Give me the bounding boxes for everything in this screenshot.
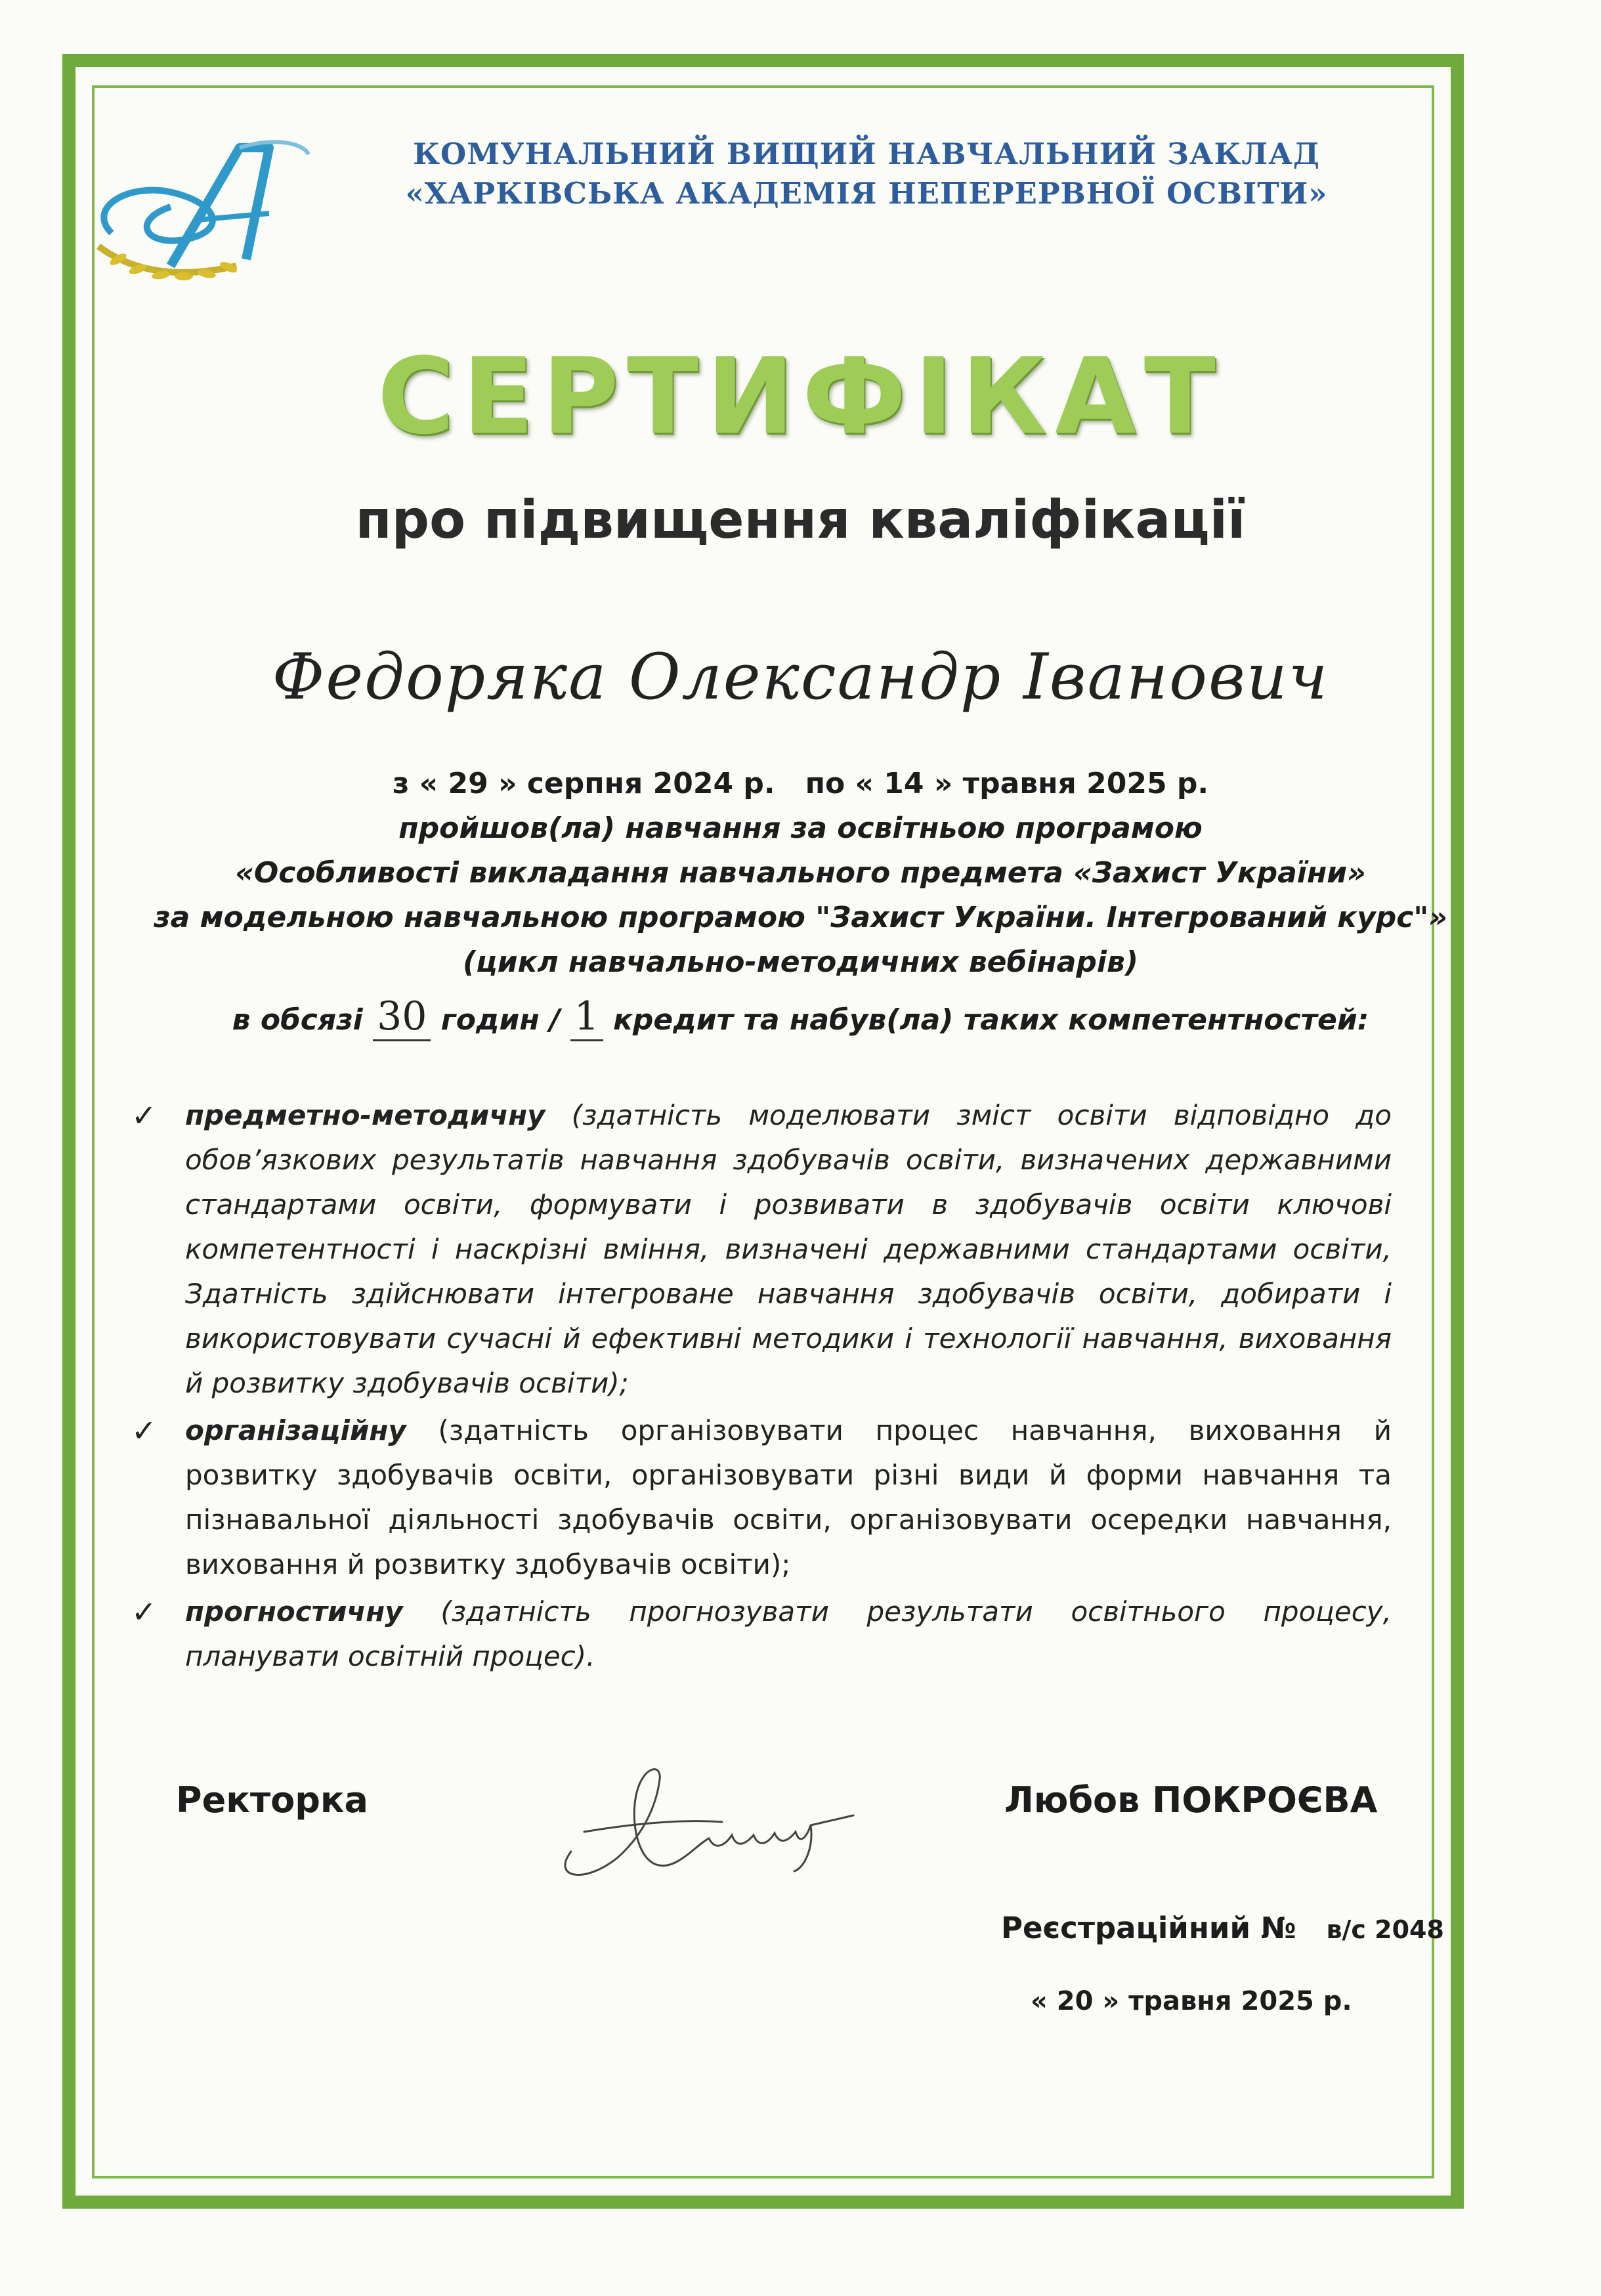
program-name-line-2: за модельною навчальною програмою "Захист України. Інтегрований курс"» [154,901,1447,934]
period-to-month-year: » травня 2025 р. [933,767,1209,800]
rector-position: Ректорка [176,1779,368,1821]
period-from-day: 29 [448,767,488,800]
certificate-subtitle: про підвищення кваліфікації [355,489,1246,550]
competency-description: (здатність моделювати зміст освіти відповідно до обов’язкових результатів навчання здобувачів освіти, визначених державними стандартами освіти, формувати і розвивати в здобувачів освіти ключові компетентності і наскрізні вміння, визначені державними стандартами освіти, Здатність здійснювати інтегроване навчання здобувачів освіти, добирати і використовувати сучасні й ефективні методики і технології навчання, виховання й розвитку здобувачів освіти); [185,1099,1392,1399]
program-cycle: (цикл навчально-методичних вебінарів) [463,945,1138,979]
registration-line [1001,1911,1444,1945]
volume-line [66,994,1535,1043]
competency-item [131,1590,1392,1679]
registration-label: Реєстраційний № [1001,1911,1296,1945]
registration-number: в/с 2048 [1326,1915,1444,1944]
competency-term: предметно-методичну [185,1099,545,1131]
volume-suffix: кредит та набув(ла) таких компетентностей: [613,1003,1369,1037]
volume-hours: 30 [373,993,431,1041]
volume-credits: 1 [570,993,603,1041]
issue-date-day: 20 [1056,1986,1094,2016]
competency-term: організаційну [185,1414,406,1446]
competency-description: (здатність організовувати процес навчання, виховання й розвитку здобувачів освіти, організовувати різні види й форми навчання та пізнавальної діяльності здобувачів освіти, організовувати осередки навчання, виховання й розвитку здобувачів освіти); [185,1414,1392,1580]
recipient-name: Федоряка Олександр Іванович [272,640,1329,714]
competency-item [131,1408,1392,1587]
period-line [66,762,1535,806]
course-details [66,762,1535,1043]
issue-date [1031,1986,1352,2016]
volume-hours-label: годин / [440,1003,561,1037]
issue-date-prefix: « [1031,1986,1048,2016]
checkmark-icon: ✓ [131,1413,157,1448]
volume-prefix: в обсязі [232,1003,363,1037]
rector-name: Любов ПОКРОЄВА [1004,1779,1378,1821]
issue-date-month-year: » травня 2025 р. [1102,1986,1352,2016]
signature-row [0,1753,1601,1858]
period-to-day: 14 [884,767,924,800]
competency-item [131,1093,1392,1406]
program-name-line-1: «Особливості викладання навчального предмета «Захист України» [235,856,1366,890]
competency-term: прогностичну [185,1595,403,1628]
period-to-prefix: по « [805,767,874,800]
academy-logo-icon [72,135,322,292]
institution-name [394,135,1339,213]
institution-line-2: «ХАРКІВСЬКА АКАДЕМІЯ НЕПЕРЕРВНОЇ ОСВІТИ» [405,176,1328,211]
institution-line-1: КОМУНАЛЬНИЙ ВИЩИЙ НАВЧАЛЬНИЙ ЗАКЛАД [413,137,1320,171]
checkmark-icon: ✓ [131,1098,157,1133]
competency-description: (здатність прогнозувати результати освітнього процесу, планувати освітній процес). [185,1595,1392,1672]
period-from-month-year: » серпня 2024 р. [498,767,775,800]
certificate-title: СЕРТИФІКАТ [377,335,1224,458]
program-intro: пройшов(ла) навчання за освітньою програмою [398,812,1203,845]
competencies-list [131,1093,1392,1681]
signature-icon [545,1753,886,1884]
checkmark-icon: ✓ [131,1594,157,1630]
period-from-prefix: з « [392,767,438,800]
